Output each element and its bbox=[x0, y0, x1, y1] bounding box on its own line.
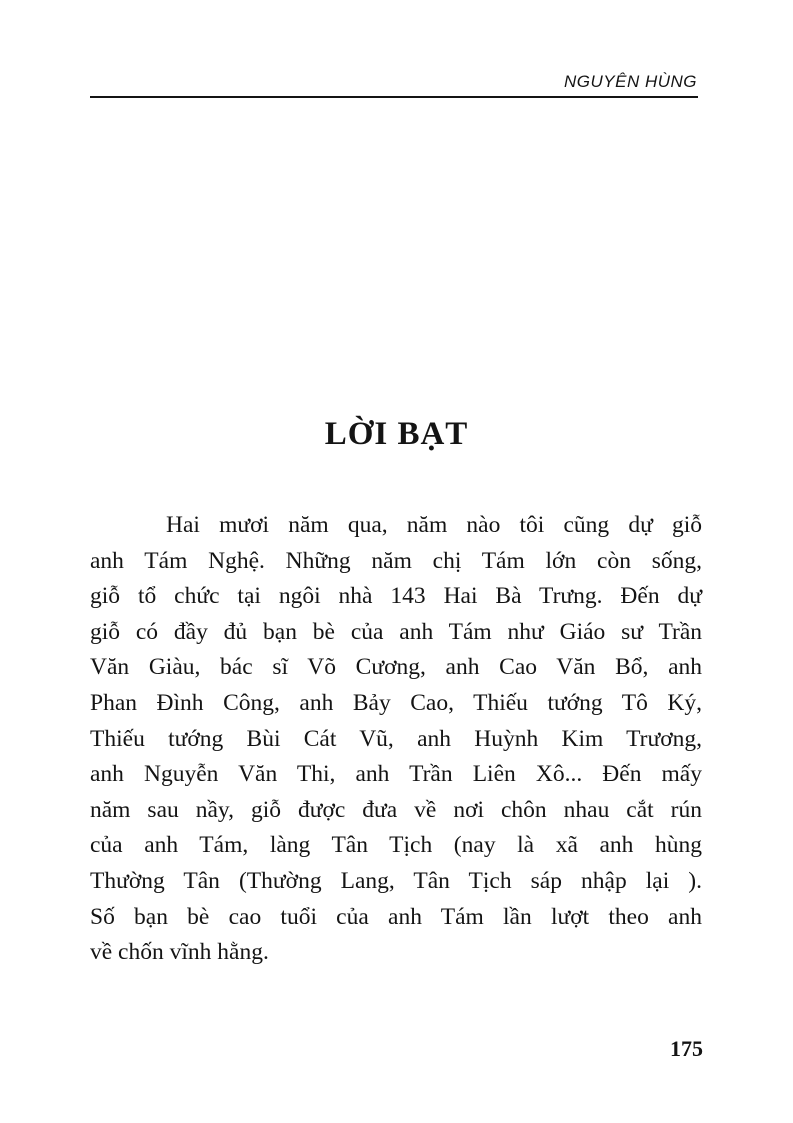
chapter-title: LỜI BẠT bbox=[324, 416, 469, 452]
body-line: của anh Tám, làng Tân Tịch (nay là xã anh hùng bbox=[90, 832, 702, 859]
body-line: Phan Đình Công, anh Bảy Cao, Thiếu tướng Tô Ký, bbox=[90, 689, 702, 716]
page-number: 175 bbox=[670, 1036, 703, 1061]
body-line: anh Tám Nghệ. Những năm chị Tám lớn còn sống, bbox=[90, 547, 702, 574]
body-line: năm sau nầy, giỗ được đưa về nơi chôn nhau cắt rún bbox=[90, 796, 702, 823]
body-line: về chốn vĩnh hằng. bbox=[90, 939, 269, 966]
body-paragraph bbox=[90, 508, 702, 971]
body-line: Số bạn bè cao tuổi của anh Tám lần lượt theo anh bbox=[90, 903, 702, 930]
body-line: Thiếu tướng Bùi Cát Vũ, anh Huỳnh Kim Trương, bbox=[90, 725, 702, 752]
body-line: Văn Giàu, bác sĩ Võ Cương, anh Cao Văn Bổ, anh bbox=[90, 654, 702, 681]
body-line: Hai mươi năm qua, năm nào tôi cũng dự giỗ bbox=[166, 512, 702, 538]
body-line: giỗ có đầy đủ bạn bè của anh Tám như Giáo sư Trần bbox=[90, 618, 702, 645]
body-line: giỗ tổ chức tại ngôi nhà 143 Hai Bà Trưng. Đến dự bbox=[90, 583, 702, 610]
running-header: NGUYÊN HÙNG bbox=[563, 72, 697, 91]
header-rule bbox=[90, 96, 698, 98]
body-line: Thường Tân (Thường Lang, Tân Tịch sáp nhập lại ). bbox=[90, 867, 702, 894]
body-line: anh Nguyễn Văn Thi, anh Trần Liên Xô... Đến mấy bbox=[90, 761, 702, 788]
